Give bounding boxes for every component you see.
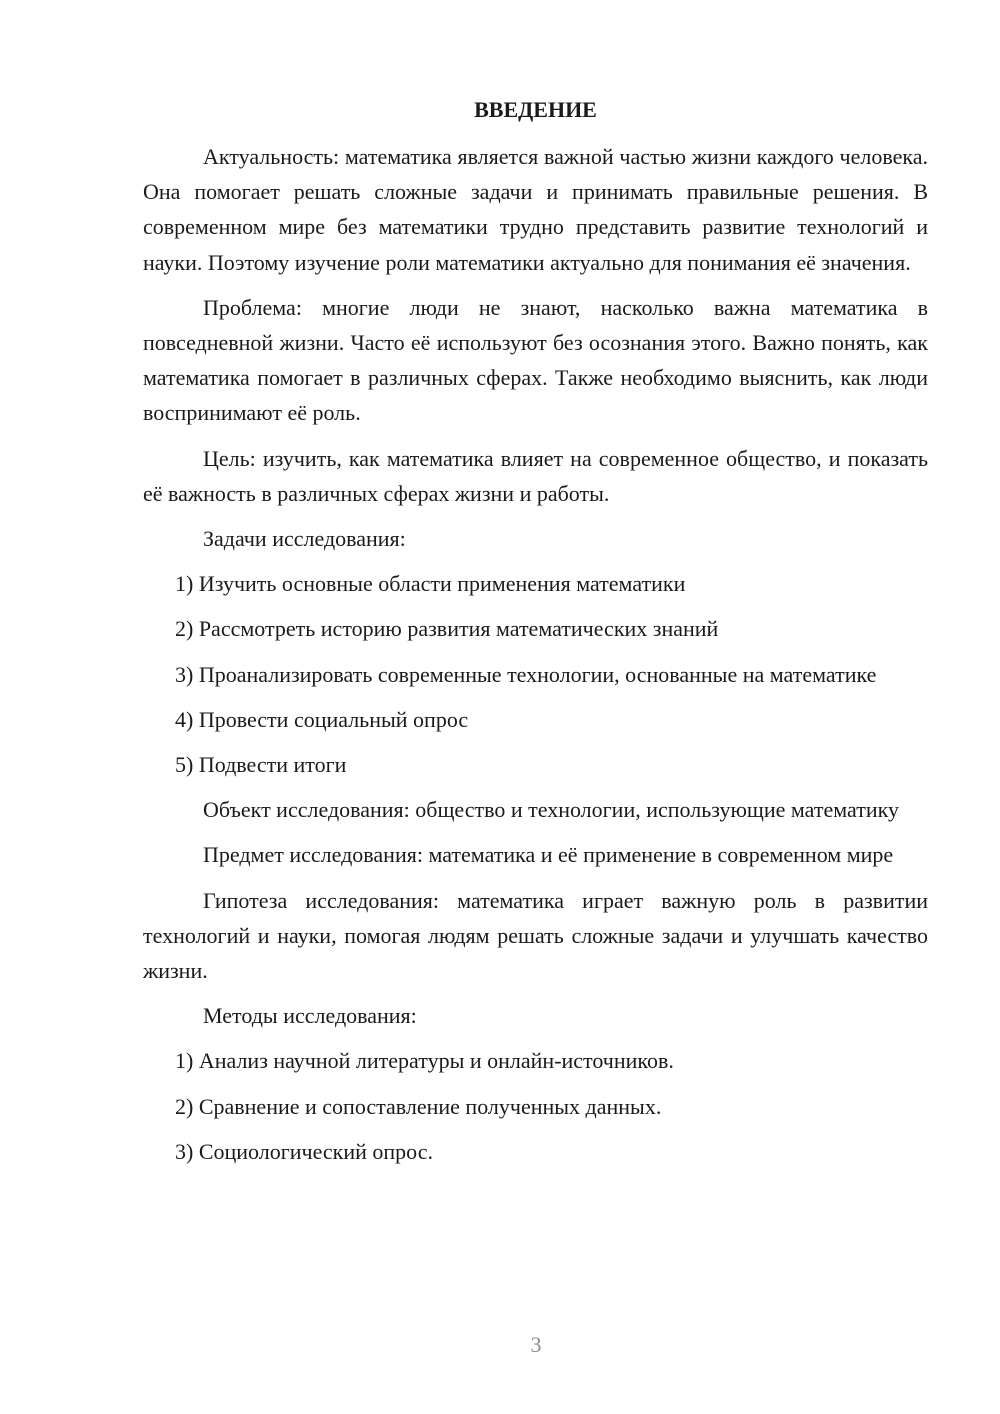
task-item: 1) Изучить основные области применения математики: [175, 571, 686, 597]
method-item: 3) Социологический опрос.: [175, 1138, 433, 1164]
tasks-heading: Задачи исследования:: [203, 526, 406, 552]
task-item: 2) Рассмотреть историю развития математических знаний: [175, 616, 719, 642]
page-number: 3: [530, 1332, 542, 1357]
task-item: 4) Провести социальный опрос: [175, 706, 469, 732]
task-item: 3) Проанализировать современные технологии, основанные на математике: [175, 661, 877, 687]
relevance-paragraph: Актуальность: математика является важной частью жизни каждого человека. Она помогает решать сложные задачи и принимать правильные решения. В современном мире без математики трудно представить развитие технологий и науки. Поэтому изучение роли математики актуально для понимания её значения.: [143, 144, 928, 275]
subject-paragraph: Предмет исследования: математика и её применение в современном мире: [203, 842, 894, 868]
object-paragraph: Объект исследования: общество и технологии, использующие математику: [203, 797, 899, 823]
method-item: 1) Анализ научной литературы и онлайн-источников.: [175, 1048, 674, 1074]
goal-paragraph: Цель: изучить, как математика влияет на современное общество, и показать её важность в различных сферах жизни и работы.: [143, 445, 928, 506]
document-page: [143, 92, 928, 1179]
section-title: ВВЕДЕНИЕ: [474, 97, 597, 122]
hypothesis-paragraph: Гипотеза исследования: математика играет важную роль в развитии технологий и науки, помогая людям решать сложные задачи и улучшать качество жизни.: [143, 887, 928, 984]
task-item: 5) Подвести итоги: [175, 752, 347, 778]
methods-heading: Методы исследования:: [203, 1003, 417, 1029]
method-item: 2) Сравнение и сопоставление полученных данных.: [175, 1093, 662, 1119]
problem-paragraph: Проблема: многие люди не знают, насколько важна математика в повседневной жизни. Часто её используют без осознания этого. Важно понять, как математика помогает в различных сферах. Также необходимо выяснить, как люди воспринимают её роль.: [143, 294, 928, 426]
